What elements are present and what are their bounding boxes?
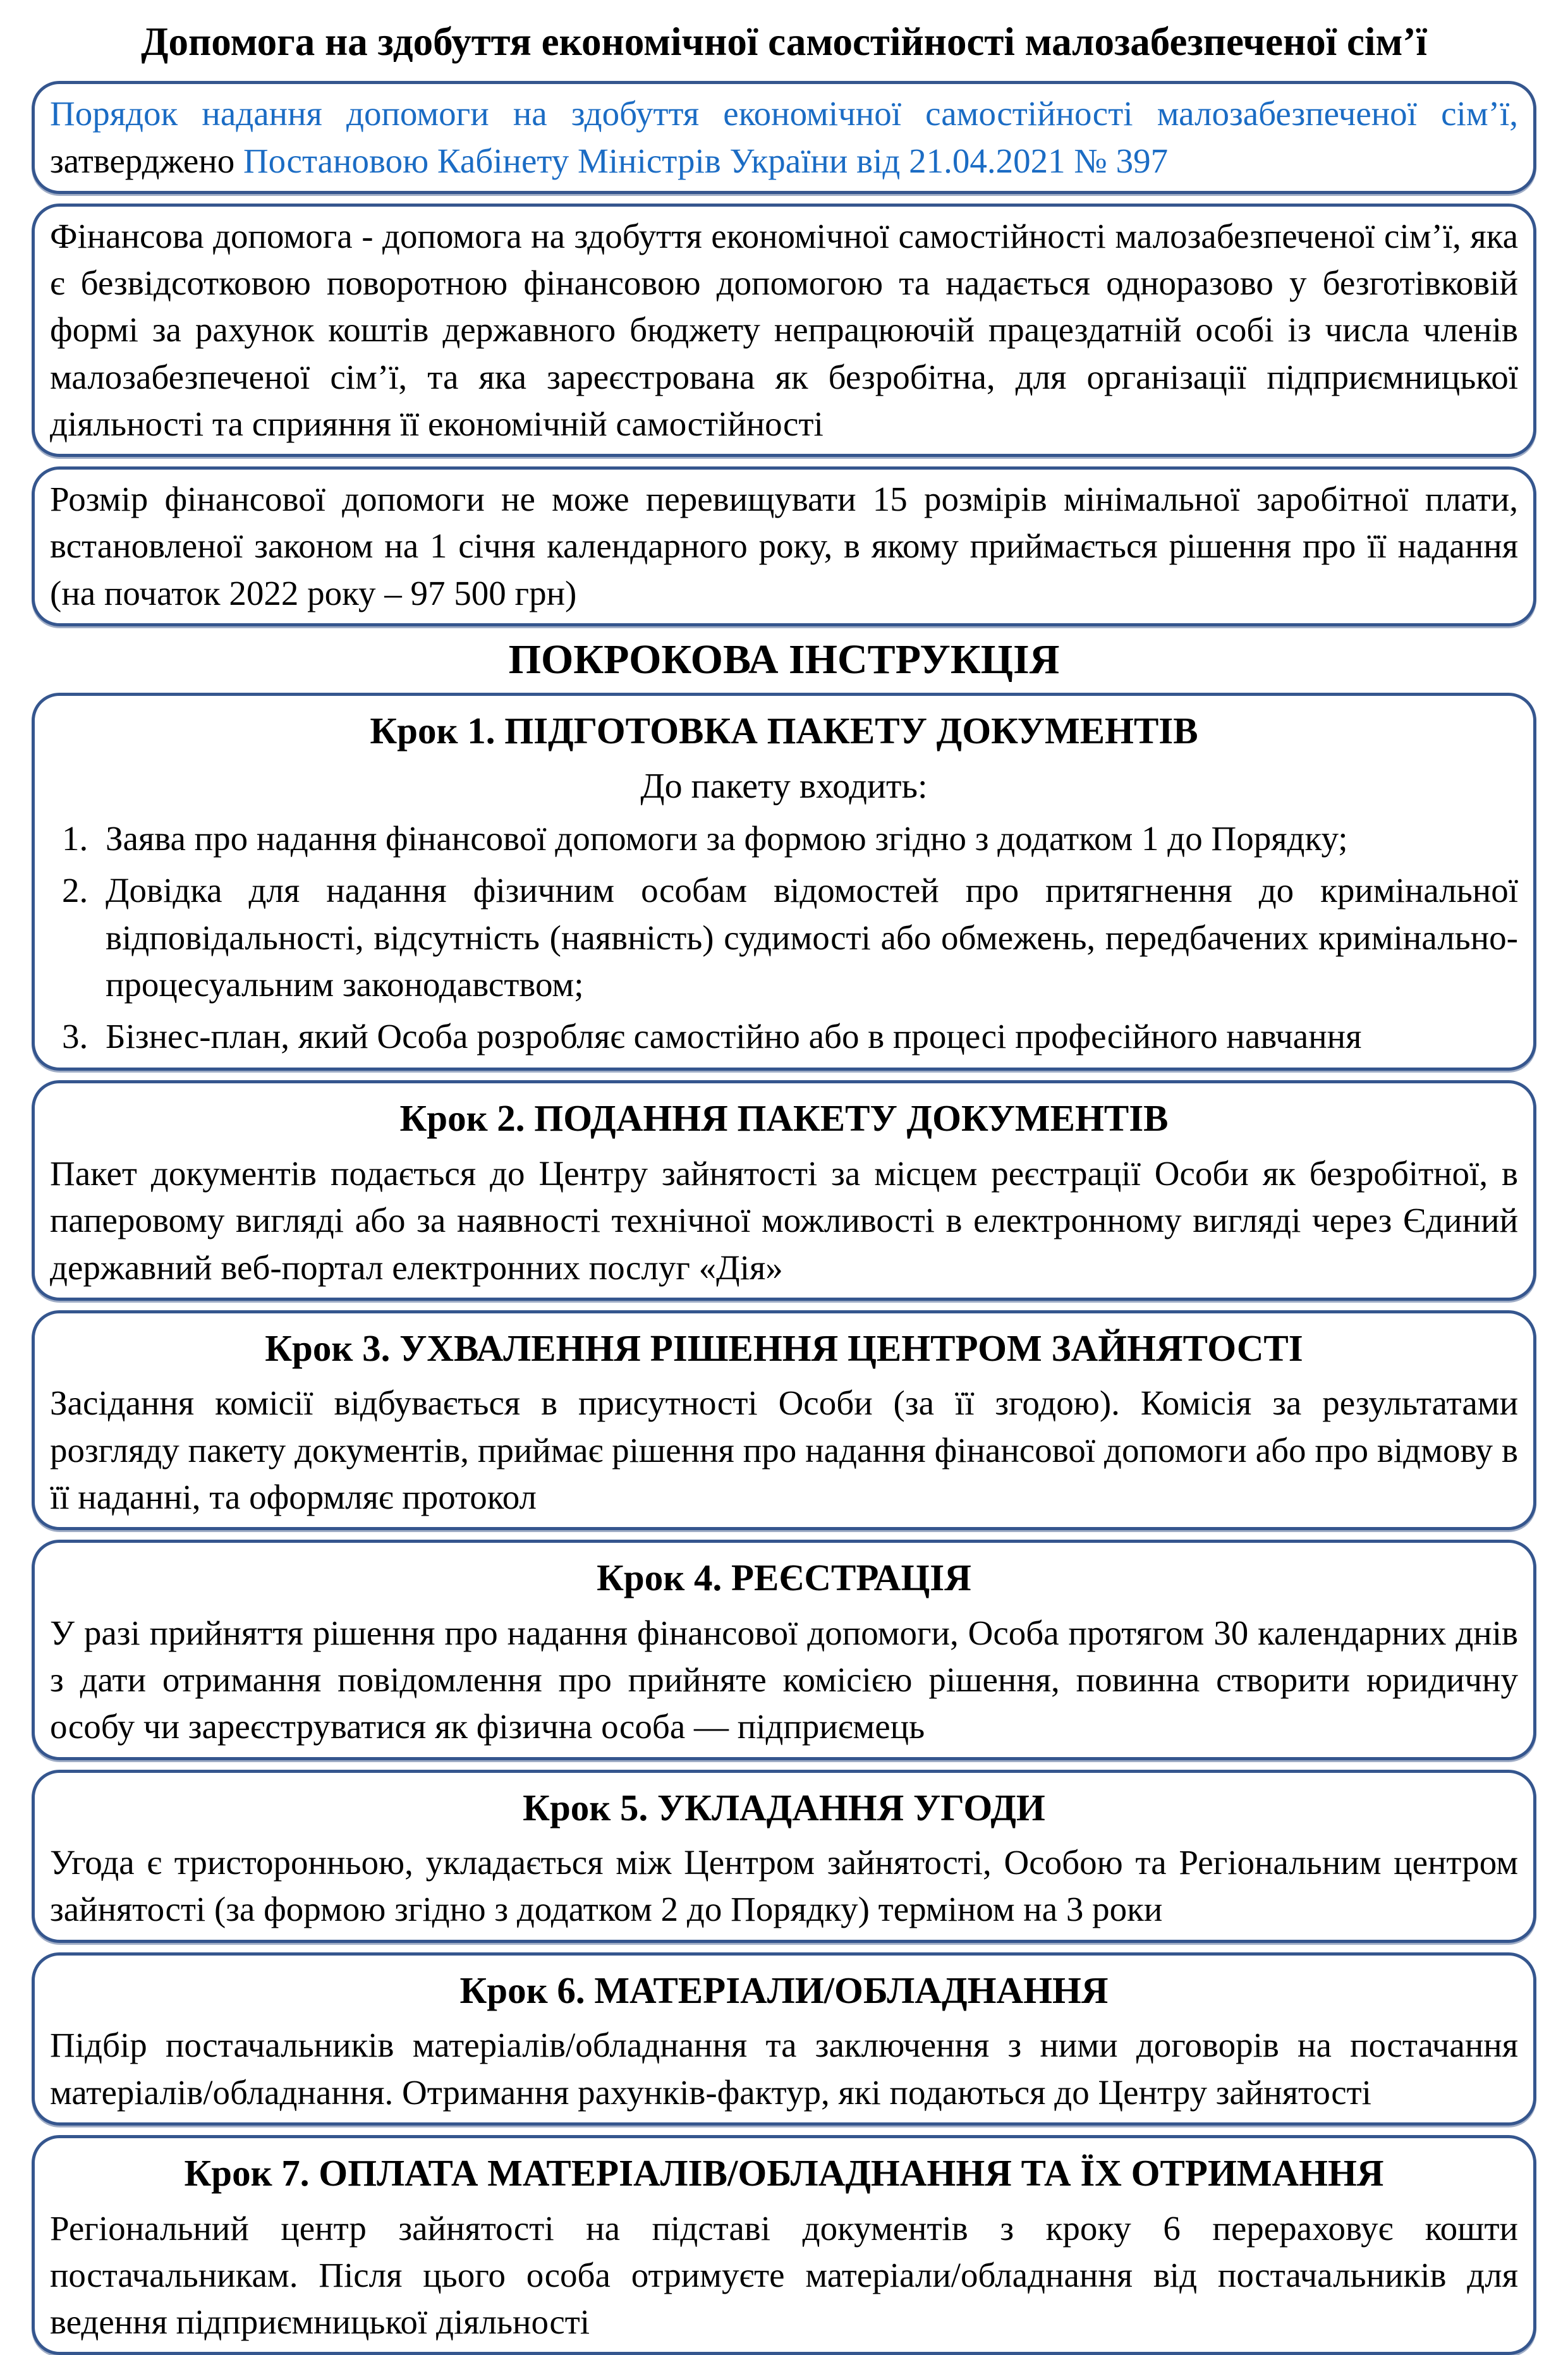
- step-5-body: Угода є тристоронньою, укладається між Центром зайнятості, Особою та Регіональним центром зайнятості (за формою згідно з додатком 2 до Порядку) терміном на 3 роки: [50, 1843, 1518, 1929]
- step-1-subtitle: До пакету входить:: [640, 766, 928, 806]
- step-4-body: У разі прийняття рішення про надання фінансової допомоги, Особа протягом 30 календарних днів з дати отримання повідомлення про прийняте комісією рішення, повинна створити юридичну особу чи зареєструватися як фізична особа — підприємець: [50, 1613, 1518, 1746]
- amount-box: [32, 466, 1536, 626]
- step-3-box: [32, 1310, 1536, 1530]
- definition-box: [32, 204, 1536, 457]
- step-3-title: Крок 3. УХВАЛЕННЯ РІШЕННЯ ЦЕНТРОМ ЗАЙНЯТОСТІ: [265, 1327, 1303, 1369]
- step-2-box: [32, 1080, 1536, 1300]
- step-6-title: Крок 6. МАТЕРІАЛИ/ОБЛАДНАННЯ: [459, 1969, 1109, 2011]
- step-6-body: Підбір постачальників матеріалів/обладнання та заключення з ними договорів на постачання матеріалів/обладнання. Отримання рахунків-фактур, які подаються до Центру зайнятості: [50, 2026, 1518, 2112]
- step-6-box: [32, 1952, 1536, 2126]
- step-7-box: [32, 2135, 1536, 2355]
- step-7-body: Регіональний центр зайнятості на підставі документів з кроку 6 перераховує кошти постачальникам. Після цього особа отримуєте матеріали/обладнання від постачальників для ведення підприємницької діяльності: [50, 2208, 1518, 2342]
- step-5-box: [32, 1770, 1536, 1943]
- definition-text: Фінансова допомога - допомога на здобуття економічної самостійності малозабезпеченої сім’ї, яка є безвідсотковою поворотною фінансовою допомогою та надається одноразово у безготівковій формі за рахунок коштів державного бюджету непрацюючій працездатній особі із числа членів малозабезпеченої сім’ї, та яка зареєстрована як безробітна, для організації підприємницької діяльності та сприяння її економічній самостійності: [50, 216, 1518, 443]
- step-4-title: Крок 4. РЕЄСТРАЦІЯ: [597, 1557, 971, 1599]
- step-7-title: Крок 7. ОПЛАТА МАТЕРІАЛІВ/ОБЛАДНАННЯ ТА ЇХ ОТРИМАННЯ: [184, 2151, 1384, 2194]
- step-3-body: Засідання комісії відбувається в присутності Особи (за її згодою). Комісія за результатами розгляду пакету документів, приймає рішення про надання фінансової допомоги або про відмову в її наданні, та оформляє протокол: [50, 1384, 1518, 1516]
- list-item: 1. Заява про надання фінансової допомоги за формою згідно з додатком 1 до Порядку;: [97, 815, 1518, 862]
- step-5-title: Крок 5. УКЛАДАННЯ УГОДИ: [523, 1786, 1045, 1829]
- intro-paragraph: [50, 90, 1518, 185]
- step-2-body: Пакет документів подається до Центру зайнятості за місцем реєстрації Особи як безробітної, в паперовому вигляді або за наявності технічної можливості в електронному вигляді через Єдиний державний веб-портал електронних послуг «Дія»: [50, 1154, 1518, 1287]
- page-title: Допомога на здобуття економічної самостійності малозабезпеченої сім’ї: [141, 20, 1427, 64]
- intro-decree-text: Постановою Кабінету Міністрів України від 21.04.2021 № 397: [243, 141, 1169, 180]
- step-2-title: Крок 2. ПОДАННЯ ПАКЕТУ ДОКУМЕНТІВ: [399, 1097, 1169, 1140]
- intro-box: [32, 81, 1536, 194]
- step-1-title: Крок 1. ПІДГОТОВКА ПАКЕТУ ДОКУМЕНТІВ: [370, 709, 1198, 752]
- list-item: 2. Довідка для надання фізичним особам відомостей про притягнення до кримінальної відповідальності, відсутність (наявність) судимості або обмежень, передбачених кримінально-процесуальним законодавством;: [97, 867, 1518, 1008]
- list-item: 3. Бізнес-план, який Особа розробляє самостійно або в процесі професійного навчання: [97, 1013, 1518, 1060]
- step-4-box: [32, 1540, 1536, 1760]
- intro-approved-text: затверджено: [50, 141, 243, 180]
- instruction-heading: ПОКРОКОВА ІНСТРУКЦІЯ: [508, 636, 1060, 683]
- amount-text: Розмір фінансової допомоги не може перевищувати 15 розмірів мінімальної заробітної плати, встановленої законом на 1 січня календарного року, в якому приймається рішення про її надання (на початок 2022 року – 97 500 грн): [50, 480, 1518, 612]
- step-1-document-list: [50, 815, 1518, 1060]
- step-1-box: [32, 693, 1536, 1071]
- intro-order-text: Порядок надання допомоги на здобуття економічної самостійності малозабезпеченої сім’ї,: [50, 94, 1518, 133]
